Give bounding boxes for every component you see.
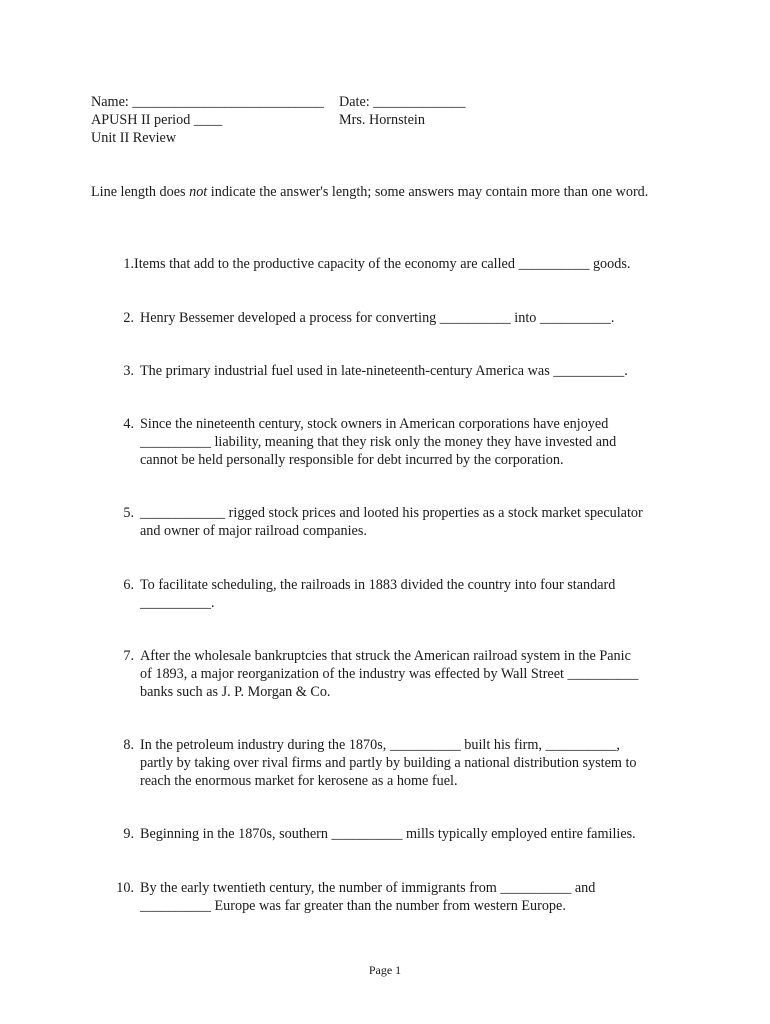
question-item [112,736,678,790]
page-footer [0,961,770,979]
question-text: Beginning in the 1870s, southern __________ mills typically employed entire families. [140,826,636,842]
header-row-name-date [91,93,691,111]
question-text: By the early twentieth century, the number of immigrants from __________ and __________ Europe was far greater than the number from western Europe. [140,880,596,914]
question-text: Henry Bessemer developed a process for converting __________ into __________. [140,310,615,326]
question-text: In the petroleum industry during the 1870s, __________ built his firm, __________, partly by taking over rival firms and partly by building a national distribution system to reach the enormous market for kerosene as a home fuel. [140,737,637,789]
question-text-wrap [134,255,678,273]
question-number: 10. [116,880,134,896]
question-number: 2. [123,310,134,326]
question-number: 4. [123,416,134,432]
instructions-paragraph [91,183,661,201]
instructions-emphasis: not [189,184,208,200]
question-number: 8. [123,737,134,753]
instructions-text-start: Line length does [91,184,190,200]
question-item [112,825,678,843]
question-text: To facilitate scheduling, the railroads in 1883 divided the country into four standard __________. [140,577,616,611]
question-item [112,255,678,273]
question-text: ____________ rigged stock prices and looted his properties as a stock market speculator and owner of major railroad companies. [140,505,643,539]
question-text: Items that add to the productive capacity of the economy are called __________ goods. [134,256,631,272]
question-text: The primary industrial fuel used in late-nineteenth-century America was __________. [140,363,628,379]
question-item [112,504,678,540]
header-row-period-teacher [91,111,691,129]
period-field-label: APUSH II period ____ [91,112,223,128]
question-item [112,415,678,469]
question-number: 1. [123,256,134,272]
question-number: 9. [123,826,134,842]
header-row-unit [91,129,691,147]
question-number: 3. [123,363,134,379]
date-field-label: Date: _____________ [339,94,466,110]
question-item [112,362,678,380]
page-number: Page 1 [368,963,402,977]
name-field-label: Name: ___________________________ [91,94,324,110]
teacher-name: Mrs. Hornstein [339,112,425,128]
worksheet-header [91,93,691,147]
instructions-text-end: indicate the answer's length; some answers may contain more than one word. [207,184,649,200]
question-item [112,879,678,915]
question-item [112,309,678,327]
question-item [112,576,678,612]
question-item [112,647,678,701]
question-number: 6. [123,577,134,593]
unit-title: Unit II Review [91,130,177,146]
question-number: 5. [123,505,134,521]
question-number: 7. [123,648,134,664]
question-text: Since the nineteenth century, stock owners in American corporations have enjoyed __________ liability, meaning that they risk only the money they have invested and cannot be held personally responsible for debt incurred by the corporation. [140,416,617,468]
question-text: After the wholesale bankruptcies that struck the American railroad system in the Panic of 1893, a major reorganization of the industry was effected by Wall Street __________ banks such as J. P. Morgan & Co. [140,648,639,700]
